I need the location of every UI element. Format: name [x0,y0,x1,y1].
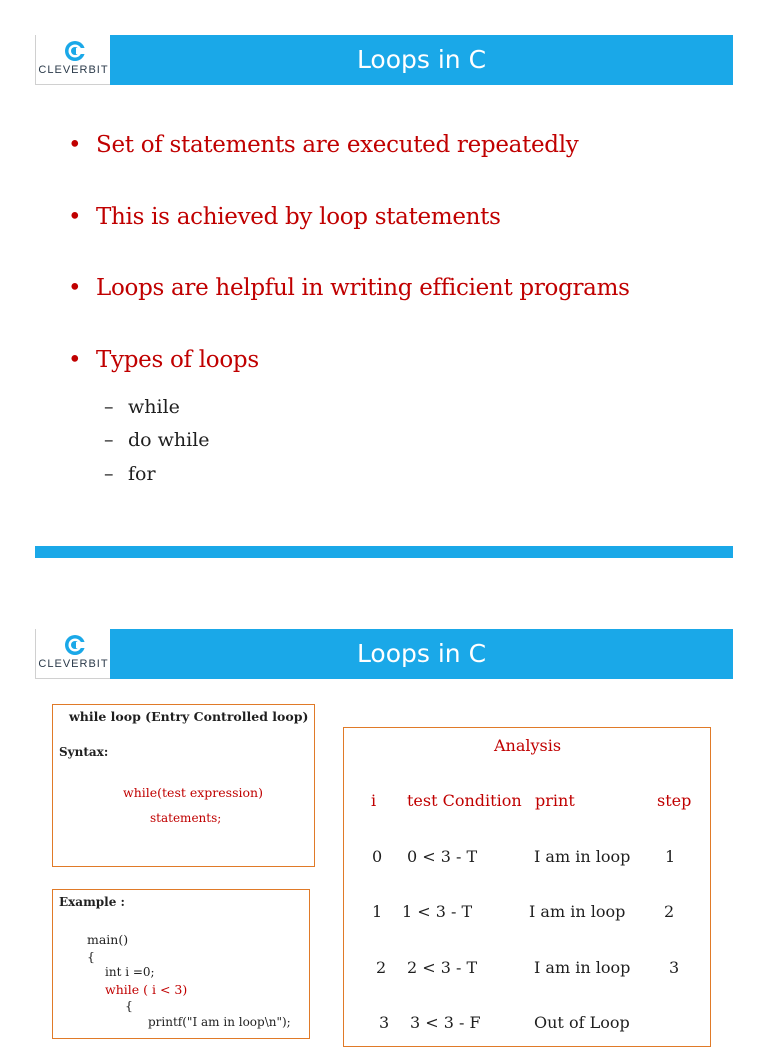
analysis-cell: Out of Loop [534,1013,630,1032]
analysis-cell: I am in loop [529,902,626,921]
code-line: { [125,998,133,1013]
analysis-cell: 2 [376,958,387,977]
syntax-label: Syntax: [59,745,109,759]
analysis-cell: 2 [664,902,675,921]
analysis-cell: 1 < 3 - T [402,902,473,921]
analysis-cell: I am in loop [534,847,631,866]
code-line: int i =0; [105,965,155,979]
cleverbit-logo [35,629,110,679]
analysis-header: step [657,791,692,810]
slide-title: Loops in C [356,639,487,668]
logo-text: CLEVERBIT [38,64,109,76]
analysis-cell: 2 < 3 - T [407,958,478,977]
slide1-header [35,35,733,85]
analysis-box [343,727,711,1047]
analysis-cell: 3 [379,1013,390,1032]
bullet-item: • Loops are helpful in writing efficient programs [68,275,630,301]
analysis-header: i [371,791,377,810]
slide-divider [35,546,733,558]
analysis-cell: 3 < 3 - F [410,1013,481,1032]
sub-item: – do while [104,429,210,451]
analysis-header: test Condition [407,791,522,810]
bullet-item: • This is achieved by loop statements [68,204,501,230]
analysis-cell: 3 [669,958,680,977]
analysis-cell: 0 [372,847,383,866]
while-syntax-box [52,704,315,867]
code-line: printf("I am in loop\n"); [148,1015,291,1029]
sub-item: – for [104,463,156,485]
code-line: while ( i < 3) [105,982,188,997]
cleverbit-logo [35,35,110,85]
analysis-cell: 1 [372,902,383,921]
slide-title: Loops in C [356,45,487,74]
logo-text: CLEVERBIT [38,658,109,670]
slide2-header [35,629,733,679]
analysis-title: Analysis [494,736,562,755]
title-bar [110,35,733,85]
example-label: Example : [59,895,125,909]
code-line: main() [87,932,129,947]
syntax-line: while(test expression) [123,785,263,800]
cleverbit-c-icon [64,40,86,62]
syntax-line: statements; [150,811,222,825]
analysis-cell: 1 [665,847,676,866]
while-heading: while loop (Entry Controlled loop) [69,709,309,724]
cleverbit-c-icon [64,634,86,656]
title-bar [110,629,733,679]
code-line: { [87,949,95,964]
sub-item: – while [104,396,180,418]
analysis-header: print [535,791,575,810]
analysis-cell: I am in loop [534,958,631,977]
bullet-item: • Types of loops [68,347,259,373]
bullet-item: • Set of statements are executed repeatedly [68,132,579,158]
example-box [52,889,310,1039]
analysis-cell: 0 < 3 - T [407,847,478,866]
